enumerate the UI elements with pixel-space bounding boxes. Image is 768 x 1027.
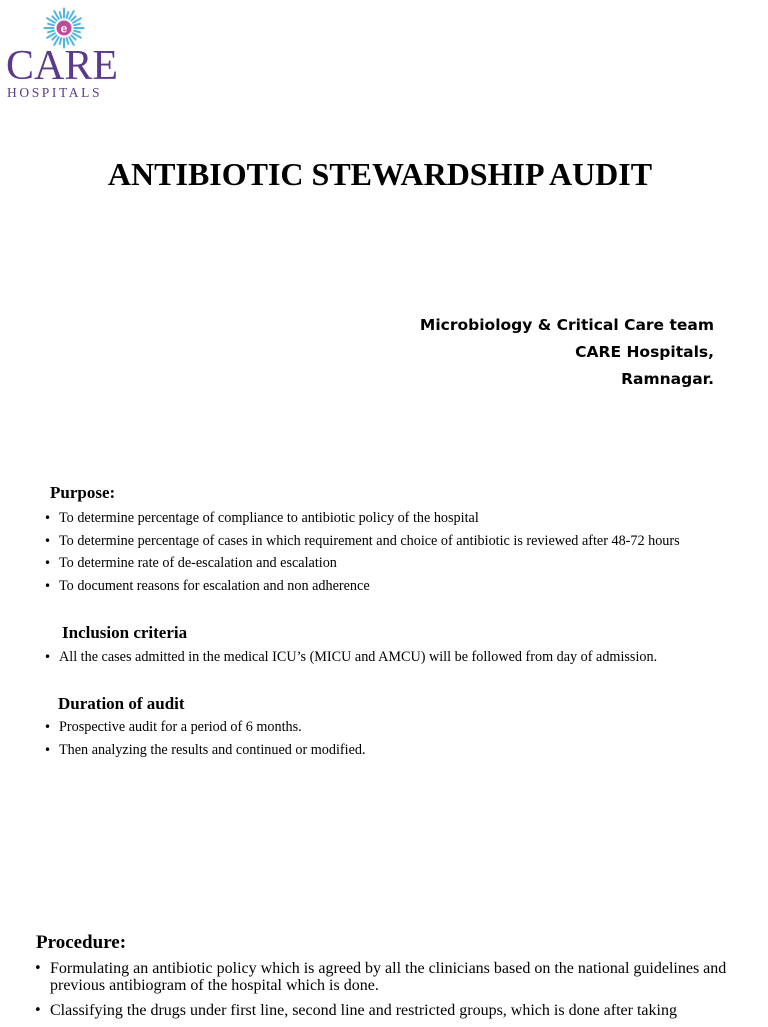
list-item: • To determine rate of de-escalation and escalation: [44, 552, 680, 575]
logo-brand-text: CARE: [6, 43, 119, 89]
procedure-heading: Procedure:: [36, 932, 127, 953]
team-line: Ramnagar.: [621, 370, 714, 388]
bullet-icon: •: [34, 961, 42, 976]
list-item: • All the cases admitted in the medical ICU’s (MICU and AMCU) will be followed from day of admission.: [44, 646, 657, 669]
bullet-icon: •: [44, 556, 52, 570]
list-item: • To determine percentage of compliance to antibiotic policy of the hospital: [44, 507, 680, 530]
procedure-list: [34, 960, 734, 1027]
purpose-list: [44, 507, 680, 597]
emblem-ray: [74, 31, 80, 33]
bullet-icon: •: [44, 578, 52, 593]
emblem-ray: [71, 16, 75, 20]
emblem-ray: [71, 35, 75, 39]
team-block: [420, 312, 714, 393]
list-item: • Then analyzing the results and continued or modified.: [44, 739, 366, 762]
bullet-icon: •: [44, 533, 52, 548]
care-hospitals-logo: [0, 0, 128, 104]
emblem-ray: [60, 12, 62, 18]
logo-subtitle-text: HOSPITALS: [7, 85, 103, 100]
bullet-icon: •: [44, 720, 52, 734]
duration-heading: Duration of audit: [58, 694, 185, 713]
emblem-ray: [74, 24, 80, 26]
document-title: ANTIBIOTIC STEWARDSHIP AUDIT: [107, 156, 653, 192]
bullet-icon: •: [34, 1003, 42, 1018]
list-item: • Formulating an antibiotic policy which is agreed by all the clinicians based on the national guidelines and previous antibiogram of the hospital which is done.: [34, 960, 727, 994]
purpose-heading: Purpose:: [50, 483, 116, 502]
list-item: • To document reasons for escalation and non adherence: [44, 575, 680, 598]
bullet-icon: •: [44, 511, 52, 525]
emblem-ray: [67, 12, 69, 18]
list-item: • Classifying the drugs under first line, second line and restricted groups, which is done after taking: [34, 1002, 677, 1019]
emblem-ray: [48, 31, 54, 33]
emblem-letter: e: [60, 21, 68, 36]
bullet-icon: •: [44, 650, 52, 664]
bullet-icon: •: [44, 742, 52, 757]
duration-list: [44, 716, 366, 761]
emblem-ray: [52, 35, 56, 39]
list-item: • Prospective audit for a period of 6 months.: [44, 716, 366, 739]
team-line: Microbiology & Critical Care team: [419, 316, 714, 334]
inclusion-list: [44, 646, 657, 669]
emblem-ray: [48, 24, 54, 26]
inclusion-heading: Inclusion criteria: [62, 623, 188, 642]
team-line: CARE Hospitals,: [575, 343, 714, 361]
emblem-ray: [52, 16, 56, 20]
list-item: • To determine percentage of cases in which requirement and choice of antibiotic is reviewed after 48-72 hours: [44, 530, 680, 553]
